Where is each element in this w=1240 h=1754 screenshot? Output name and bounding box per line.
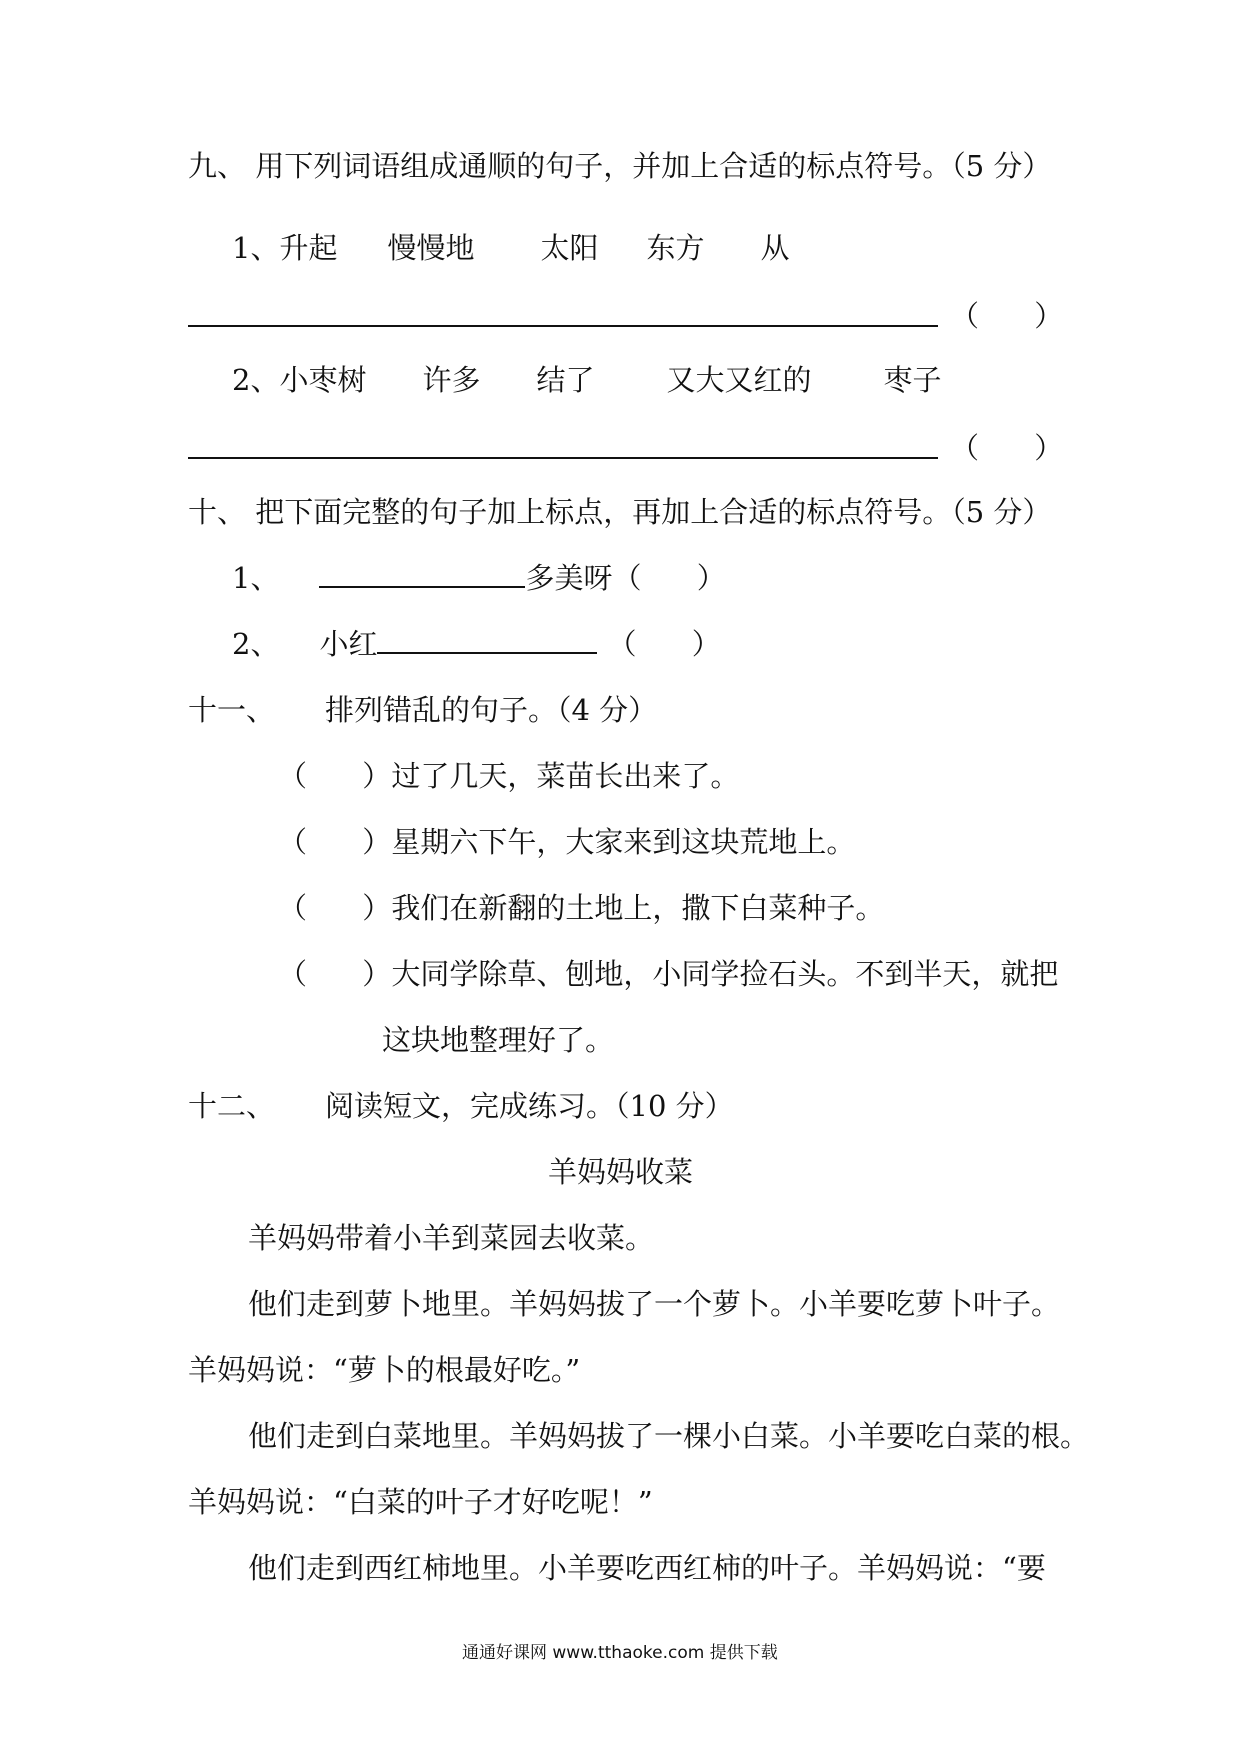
q9-item1-word: 东方 [646,231,705,265]
q9-title: 九、 用下列词语组成通顺的句子，并加上合适的标点符号。（5 分） [188,149,1052,183]
q11-order-paren[interactable]: （ ） [278,957,392,991]
q10-title: 十、 把下面完整的句子加上标点，再加上合适的标点符号。（5 分） [188,495,1052,529]
q9-answer-paren-1[interactable]: （ ） [950,299,1064,333]
q10-item1-blank[interactable] [319,560,525,588]
q11-item [278,890,884,926]
q11-order-paren[interactable]: （ ） [278,825,392,859]
q9-item2-word: 又大又红的 [666,363,812,397]
q12-title-num: 十二、 [188,1089,276,1123]
q11-item4-continuation: 这块地整理好了。 [382,1023,615,1057]
q9-item1 [232,230,790,266]
story-paragraph: 羊妈妈说：“白菜的叶子才好吃呢！” [188,1485,653,1519]
q9-item2-word: 小枣树 [279,363,367,397]
q11-order-paren[interactable]: （ ） [278,891,392,925]
q11-title [188,692,657,728]
q11-item-text: 大同学除草、刨地，小同学捡石头。不到半天，就把 [391,957,1059,991]
q11-title-num: 十一、 [188,693,276,727]
q10-item2-num: 2、 [232,627,280,661]
story-paragraph: 羊妈妈带着小羊到菜园去收菜。 [248,1221,655,1255]
story-paragraph: 他们走到白菜地里。羊妈妈拔了一棵小白菜。小羊要吃白菜的根。 [248,1419,1090,1453]
q10-item1-text: 多美呀 [525,561,613,595]
q9-item2-word: 许多 [422,363,481,397]
story-paragraph: 他们走到萝卜地里。羊妈妈拔了一个萝卜。小羊要吃萝卜叶子。 [248,1287,1061,1321]
q9-answer-line-1[interactable] [188,325,938,327]
q10-item1 [232,560,726,596]
q9-item2-num: 2、 [232,363,280,397]
q11-item [278,758,739,794]
q10-item2-paren[interactable]: （ ） [607,627,721,661]
q11-item [278,824,855,860]
story-title: 羊妈妈收菜 [548,1155,694,1189]
q9-item2-word: 结了 [536,363,595,397]
q9-item1-word: 升起 [279,231,338,265]
q11-item [278,956,1058,992]
page-footer: 通通好课网 www.tthaoke.com 提供下载 [462,1643,778,1663]
q12-title [188,1088,734,1124]
q10-item2-blank[interactable] [377,626,597,654]
q11-item-text: 我们在新翻的土地上，撒下白菜种子。 [391,891,885,925]
q11-item-text: 过了几天，菜苗长出来了。 [391,759,740,793]
q9-answer-line-2[interactable] [188,457,938,459]
q9-answer-paren-2[interactable]: （ ） [950,431,1064,465]
q9-item2-word: 枣子 [883,363,942,397]
q11-order-paren[interactable]: （ ） [278,759,392,793]
q10-item1-paren[interactable]: （ ） [612,561,726,595]
q12-title-text: 阅读短文，完成练习。（10 分） [325,1089,734,1123]
q9-item1-word: 从 [760,231,790,265]
q9-item1-num: 1、 [232,231,280,265]
q9-item1-word: 太阳 [540,231,599,265]
q10-item2-text: 小红 [319,627,378,661]
story-paragraph: 羊妈妈说：“萝卜的根最好吃。” [188,1353,581,1387]
q11-title-text: 排列错乱的句子。（4 分） [325,693,658,727]
q9-item2 [232,362,942,398]
story-paragraph: 他们走到西红柿地里。小羊要吃西红柿的叶子。羊妈妈说：“要 [248,1551,1046,1585]
q10-item2 [232,626,721,662]
q11-item-text: 星期六下午，大家来到这块荒地上。 [391,825,856,859]
q9-item1-word: 慢慢地 [387,231,475,265]
q10-item1-num: 1、 [232,561,280,595]
